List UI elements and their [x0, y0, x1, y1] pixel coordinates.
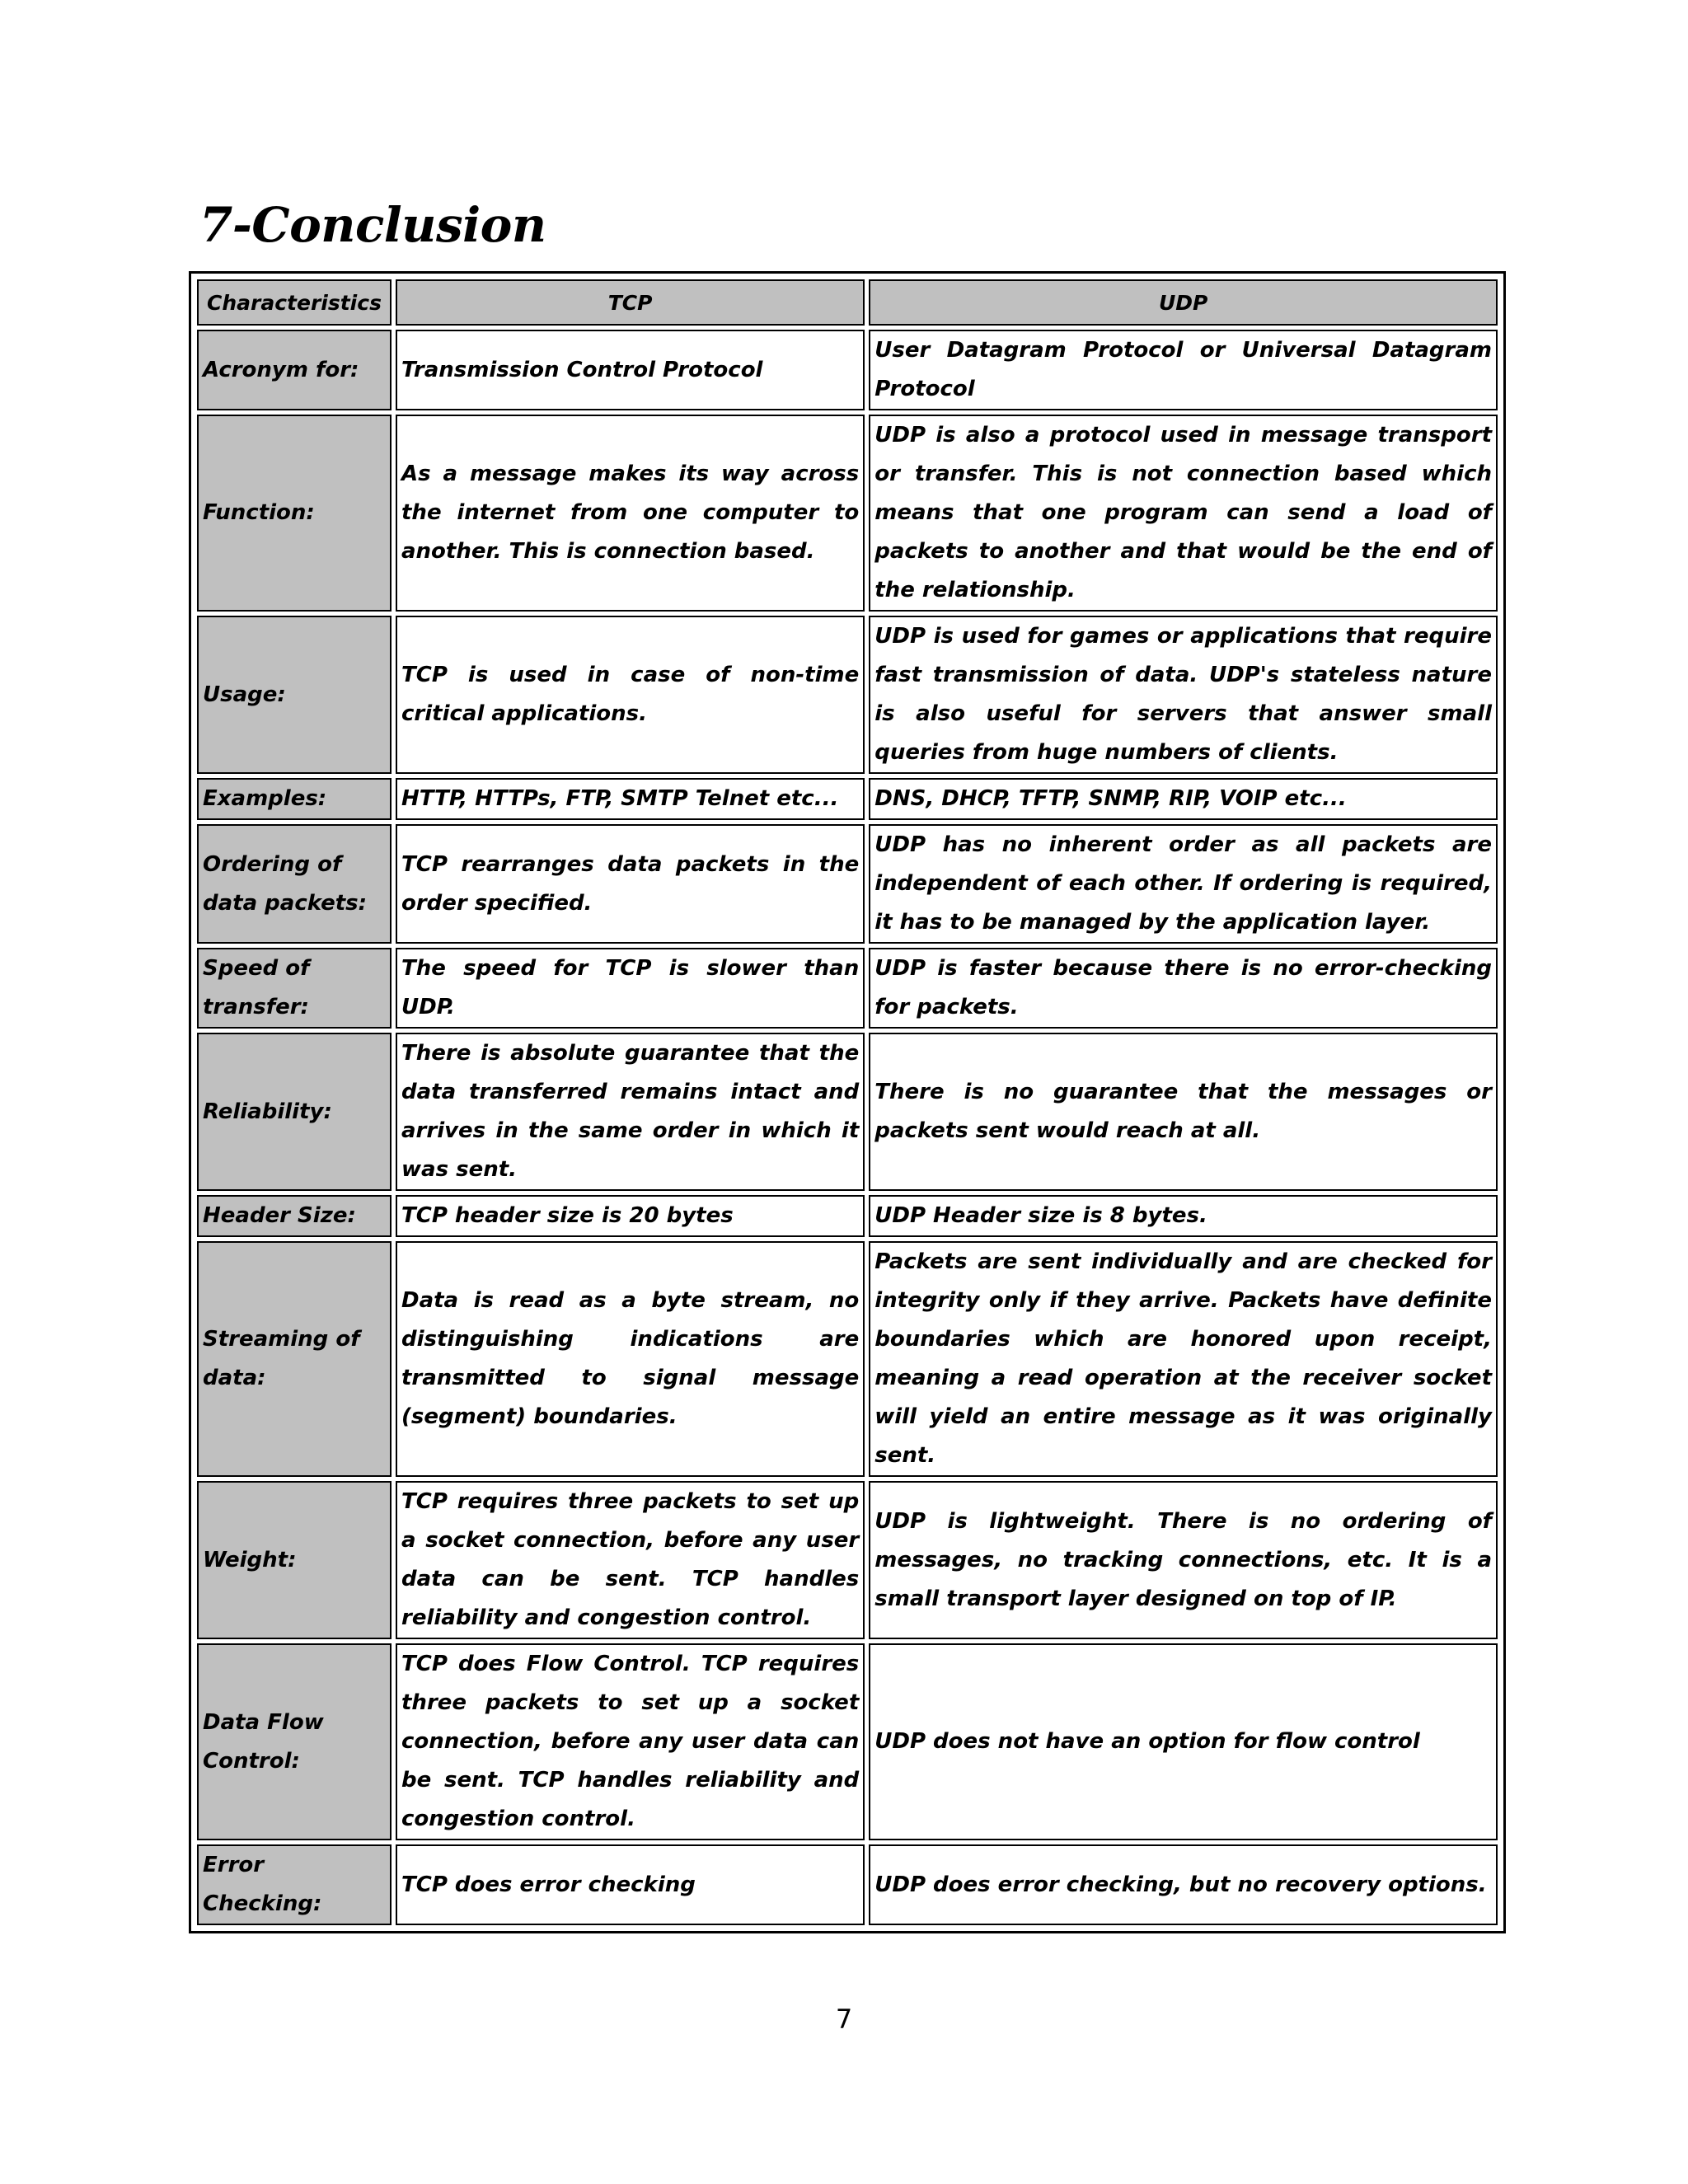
table-row: [197, 616, 1498, 774]
tcp-cell: TCP is used in case of non-time critical applications.: [396, 616, 865, 774]
table-row: [197, 1643, 1498, 1840]
tcp-udp-comparison-table: [193, 275, 1502, 1929]
udp-cell: UDP does not have an option for flow control: [869, 1643, 1498, 1840]
table-body: [197, 330, 1498, 1925]
header-characteristics: Characteristics: [197, 279, 392, 326]
table-row: [197, 824, 1498, 944]
header-tcp: TCP: [396, 279, 865, 326]
page-number: 7: [835, 2004, 853, 2035]
comparison-table-frame: [189, 271, 1506, 1933]
table-header: [197, 279, 1498, 326]
udp-cell: UDP is also a protocol used in message transport or transfer. This is not connection based which means that one program can send a load of packets to another and that would be the end of the relationship.: [869, 415, 1498, 612]
table-row: [197, 1241, 1498, 1477]
udp-cell: There is no guarantee that the messages or packets sent would reach at all.: [869, 1033, 1498, 1191]
table-row: [197, 948, 1498, 1029]
tcp-cell: TCP does Flow Control. TCP requires three packets to set up a socket connection, before any user data can be sent. TCP handles reliability and congestion control.: [396, 1643, 865, 1840]
tcp-cell: TCP requires three packets to set up a socket connection, before any user data can be sent. TCP handles reliability and congestion control.: [396, 1481, 865, 1639]
row-label: Reliability:: [197, 1033, 392, 1191]
tcp-cell: TCP rearranges data packets in the order specified.: [396, 824, 865, 944]
tcp-cell: Transmission Control Protocol: [396, 330, 865, 410]
row-label: Ordering of data packets:: [197, 824, 392, 944]
row-label: Weight:: [197, 1481, 392, 1639]
udp-cell: UDP Header size is 8 bytes.: [869, 1195, 1498, 1237]
udp-cell: DNS, DHCP, TFTP, SNMP, RIP, VOIP etc...: [869, 778, 1498, 820]
table-row: [197, 1195, 1498, 1237]
udp-cell: UDP has no inherent order as all packets are independent of each other. If ordering is required, it has to be managed by the application layer.: [869, 824, 1498, 944]
table-row: [197, 778, 1498, 820]
udp-cell: UDP is faster because there is no error-checking for packets.: [869, 948, 1498, 1029]
udp-cell: UDP is lightweight. There is no ordering of messages, no tracking connections, etc. It is a small transport layer designed on top of IP.: [869, 1481, 1498, 1639]
udp-cell: User Datagram Protocol or Universal Datagram Protocol: [869, 330, 1498, 410]
table-row: [197, 1033, 1498, 1191]
tcp-cell: HTTP, HTTPs, FTP, SMTP Telnet etc...: [396, 778, 865, 820]
table-row: [197, 1481, 1498, 1639]
table-row: [197, 1844, 1498, 1925]
udp-cell: Packets are sent individually and are checked for integrity only if they arrive. Packets have definite boundaries which are honored upon receipt, meaning a read operation at the receiver socket will yield an entire message as it was originally sent.: [869, 1241, 1498, 1477]
tcp-cell: TCP header size is 20 bytes: [396, 1195, 865, 1237]
row-label: Header Size:: [197, 1195, 392, 1237]
row-label: Usage:: [197, 616, 392, 774]
tcp-cell: The speed for TCP is slower than UDP.: [396, 948, 865, 1029]
row-label: Streaming of data:: [197, 1241, 392, 1477]
udp-cell: UDP does error checking, but no recovery options.: [869, 1844, 1498, 1925]
row-label: Data Flow Control:: [197, 1643, 392, 1840]
page-title: 7-Conclusion: [199, 197, 546, 253]
table-header-row: [197, 279, 1498, 326]
row-label: Function:: [197, 415, 392, 612]
tcp-cell: As a message makes its way across the internet from one computer to another. This is connection based.: [396, 415, 865, 612]
row-label: Speed of transfer:: [197, 948, 392, 1029]
table-row: [197, 330, 1498, 410]
tcp-cell: TCP does error checking: [396, 1844, 865, 1925]
tcp-cell: There is absolute guarantee that the data transferred remains intact and arrives in the same order in which it was sent.: [396, 1033, 865, 1191]
table-row: [197, 415, 1498, 612]
row-label: Examples:: [197, 778, 392, 820]
tcp-cell: Data is read as a byte stream, no distinguishing indications are transmitted to signal message (segment) boundaries.: [396, 1241, 865, 1477]
row-label: Error Checking:: [197, 1844, 392, 1925]
row-label: Acronym for:: [197, 330, 392, 410]
header-udp: UDP: [869, 279, 1498, 326]
udp-cell: UDP is used for games or applications that require fast transmission of data. UDP's stateless nature is also useful for servers that answer small queries from huge numbers of clients.: [869, 616, 1498, 774]
